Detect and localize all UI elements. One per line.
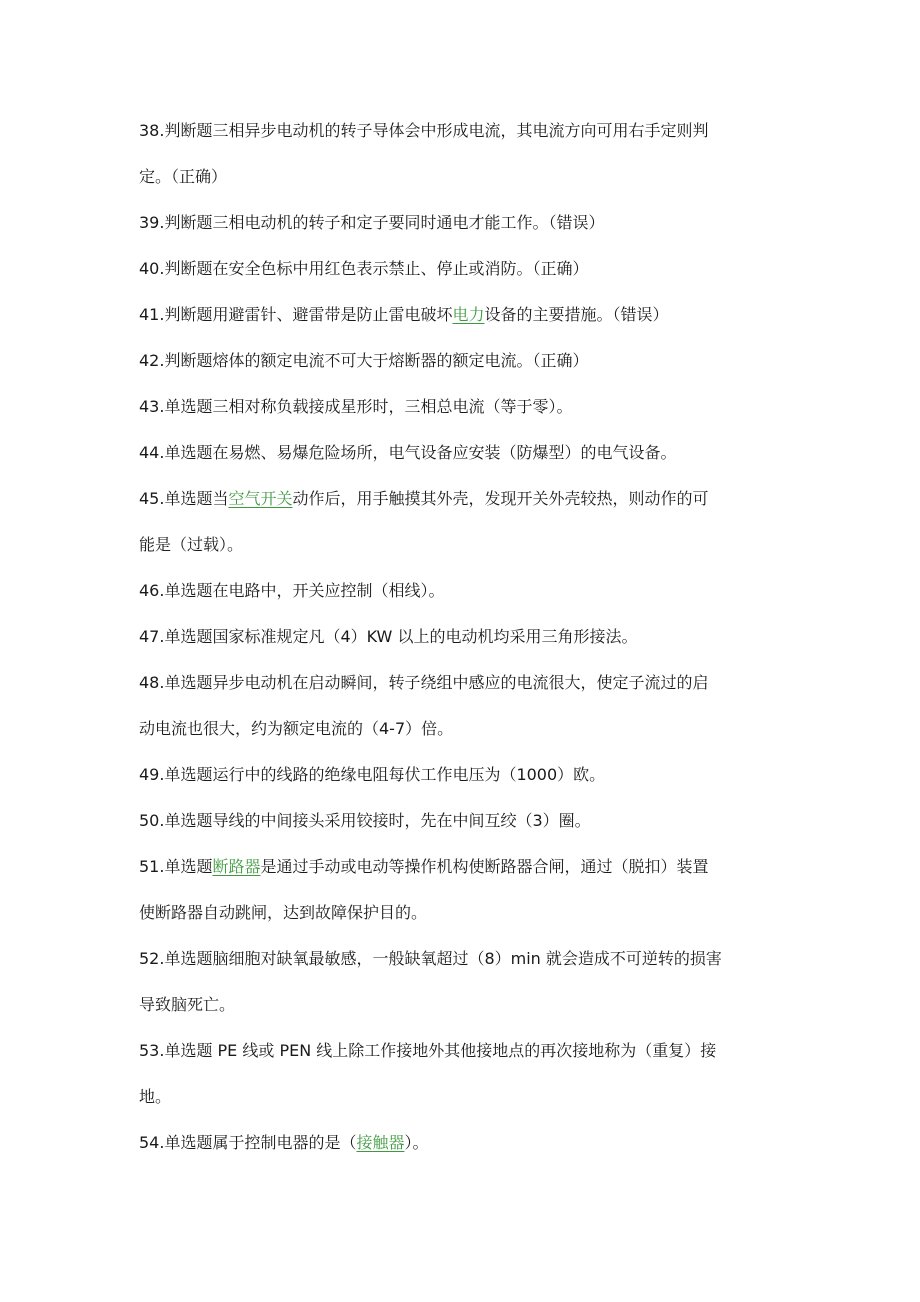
- question-text: 动作后，用手触摸其外壳，发现开关外壳较热，则动作的可: [292, 489, 709, 508]
- question-text: 47.单选题国家标准规定凡（4）KW 以上的电动机均采用三角形接法。: [139, 627, 638, 646]
- question-text: 设备的主要措施。（错误）: [484, 305, 669, 324]
- question-text: 地。: [139, 1087, 172, 1106]
- question-15-line-0: [139, 1028, 789, 1074]
- question-text: 导致脑死亡。: [139, 995, 236, 1014]
- question-text: 能是（过载）。: [139, 535, 244, 554]
- question-12-line-0: [139, 798, 789, 844]
- question-0-line-1: [139, 154, 789, 200]
- question-text: 53.单选题 PE 线或 PEN 线上除工作接地外其他接地点的再次接地称为（重复）接: [139, 1041, 717, 1060]
- question-text: 52.单选题脑细胞对缺氧最敏感，一般缺氧超过（8）min 就会造成不可逆转的损害: [139, 949, 722, 968]
- question-text: 54.单选题属于控制电器的是（: [139, 1133, 357, 1152]
- question-text: 48.单选题异步电动机在启动瞬间，转子绕组中感应的电流很大，使定子流过的启: [139, 673, 709, 692]
- question-15-line-1: [139, 1074, 789, 1120]
- question-text: 43.单选题三相对称负载接成星形时，三相总电流（等于零）。: [139, 397, 573, 416]
- question-text: 38.判断题三相异步电动机的转子导体会中形成电流，其电流方向可用右手定则判: [139, 121, 709, 140]
- question-16-line-0: [139, 1120, 789, 1166]
- question-13-line-0: [139, 844, 789, 890]
- question-text: 45.单选题当: [139, 489, 229, 508]
- question-text: 39.判断题三相电动机的转子和定子要同时通电才能工作。（错误）: [139, 213, 605, 232]
- question-text: 40.判断题在安全色标中用红色表示禁止、停止或消防。（正确）: [139, 259, 589, 278]
- question-10-line-0: [139, 660, 789, 706]
- question-10-line-1: [139, 706, 789, 752]
- hyperlink[interactable]: 接触器: [356, 1133, 405, 1152]
- question-1-line-0: [139, 200, 789, 246]
- question-text: 41.判断题用避雷针、避雷带是防止雷电破坏: [139, 305, 453, 324]
- question-7-line-1: [139, 522, 789, 568]
- question-text: 44.单选题在易燃、易爆危险场所，电气设备应安装（防爆型）的电气设备。: [139, 443, 677, 462]
- hyperlink[interactable]: 电力: [452, 305, 485, 324]
- question-text: 动电流也很大，约为额定电流的（4-7）倍。: [139, 719, 454, 738]
- question-14-line-0: [139, 936, 789, 982]
- question-5-line-0: [139, 384, 789, 430]
- question-13-line-1: [139, 890, 789, 936]
- question-text: 51.单选题: [139, 857, 213, 876]
- hyperlink[interactable]: 空气开关: [228, 489, 293, 508]
- question-6-line-0: [139, 430, 789, 476]
- question-text: 46.单选题在电路中，开关应控制（相线）。: [139, 581, 445, 600]
- question-list: [139, 108, 789, 1166]
- question-text: 使断路器自动跳闸，达到故障保护目的。: [139, 903, 428, 922]
- question-9-line-0: [139, 614, 789, 660]
- question-0-line-0: [139, 108, 789, 154]
- question-2-line-0: [139, 246, 789, 292]
- question-text: ）。: [404, 1133, 429, 1152]
- question-text: 49.单选题运行中的线路的绝缘电阻每伏工作电压为（1000）欧。: [139, 765, 606, 784]
- hyperlink[interactable]: 断路器: [212, 857, 261, 876]
- question-14-line-1: [139, 982, 789, 1028]
- question-text: 定。（正确）: [139, 167, 228, 186]
- question-text: 50.单选题导线的中间接头采用铰接时，先在中间互绞（3）圈。: [139, 811, 591, 830]
- question-7-line-0: [139, 476, 789, 522]
- question-4-line-0: [139, 338, 789, 384]
- question-3-line-0: [139, 292, 789, 338]
- question-8-line-0: [139, 568, 789, 614]
- question-11-line-0: [139, 752, 789, 798]
- question-text: 42.判断题熔体的额定电流不可大于熔断器的额定电流。（正确）: [139, 351, 589, 370]
- question-text: 是通过手动或电动等操作机构使断路器合闸，通过（脱扣）装置: [260, 857, 709, 876]
